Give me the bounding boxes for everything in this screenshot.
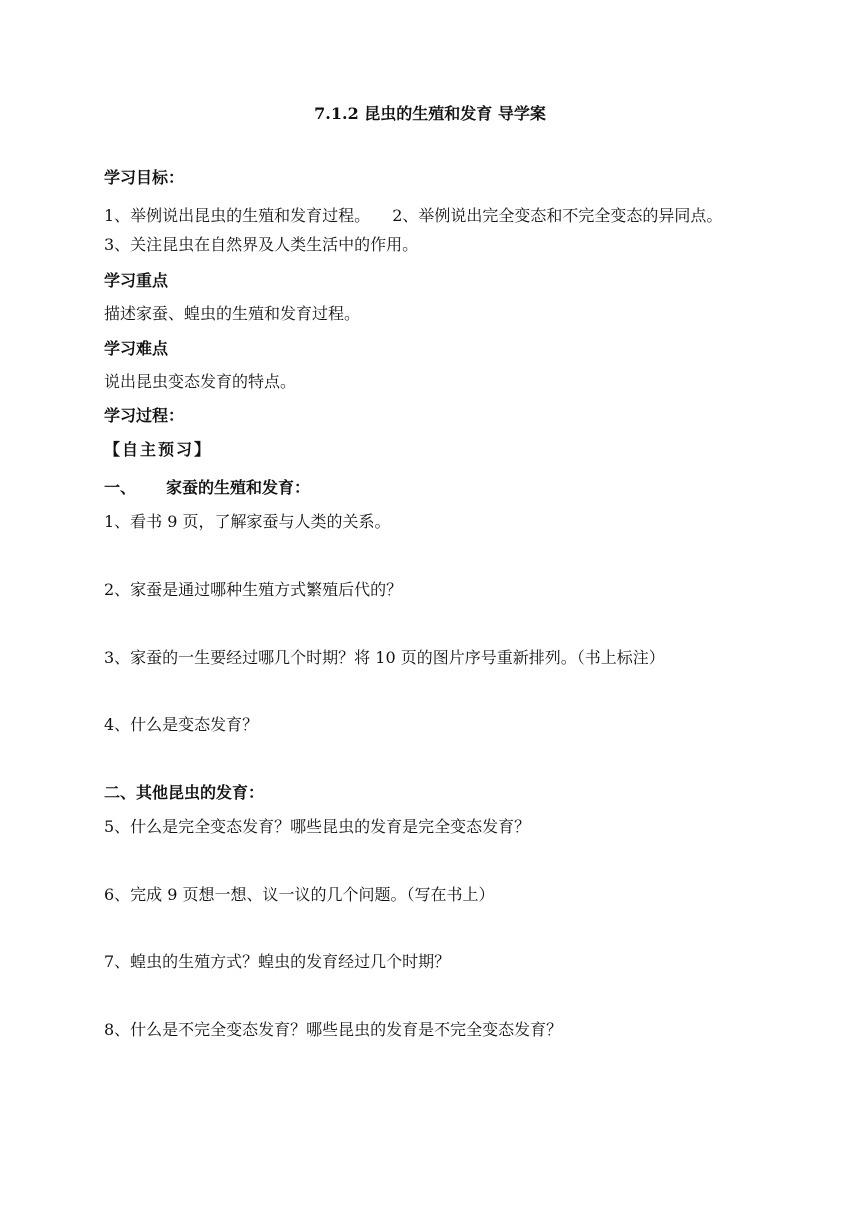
- question-3: 3、家蚕的一生要经过哪几个时期？将 10 页的图片序号重新排列。（书上标注）: [104, 648, 665, 667]
- question-2: 2、家蚕是通过哪种生殖方式繁殖后代的？: [104, 580, 403, 599]
- goal-3: 3、关注昆虫在自然界及人类生活中的作用。: [104, 235, 419, 254]
- section-2-heading: 二、其他昆虫的发育：: [104, 783, 265, 802]
- key-heading: 学习重点: [104, 271, 169, 290]
- question-6: 6、完成 9 页想一想、议一议的几个问题。（写在书上）: [104, 885, 495, 904]
- process-heading: 学习过程：: [104, 406, 185, 425]
- document-title: 7.1.2 昆虫的生殖和发育 导学案: [314, 104, 546, 123]
- key-text: 描述家蚕、蝗虫的生殖和发育过程。: [104, 304, 361, 323]
- goals-heading: 学习目标：: [104, 168, 185, 187]
- goals-line-1: [104, 205, 722, 227]
- question-1: 1、看书 9 页，了解家蚕与人类的关系。: [104, 512, 391, 531]
- question-5: 5、什么是完全变态发育？哪些昆虫的发育是完全变态发育？: [104, 817, 531, 836]
- goal-2: 2、举例说出完全变态和不完全变态的异同点。: [392, 206, 723, 225]
- preview-heading: 【自主预习】: [104, 440, 213, 459]
- question-7: 7、蝗虫的生殖方式？蝗虫的发育经过几个时期？: [104, 952, 451, 971]
- section-1-heading: [104, 477, 310, 499]
- question-8: 8、什么是不完全变态发育？哪些昆虫的发育是不完全变态发育？: [104, 1020, 563, 1039]
- section-1-number: 一、: [104, 478, 137, 497]
- difficult-heading: 学习难点: [104, 339, 169, 358]
- question-4: 4、什么是变态发育？: [104, 715, 259, 734]
- difficult-text: 说出昆虫变态发育的特点。: [104, 372, 297, 391]
- section-1-title: 家蚕的生殖和发育：: [166, 478, 311, 497]
- goal-1: 1、举例说出昆虫的生殖和发育过程。: [104, 206, 371, 225]
